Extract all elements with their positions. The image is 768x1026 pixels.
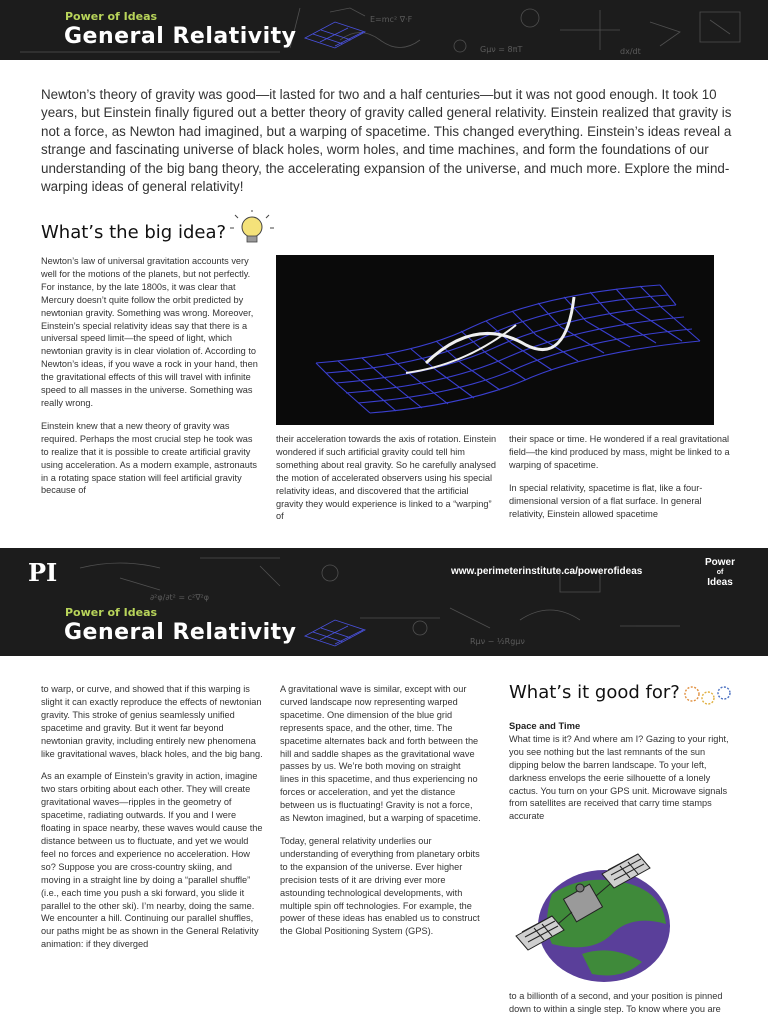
banner-kicker: Power of Ideas bbox=[65, 10, 158, 23]
top-banner bbox=[0, 0, 768, 60]
svg-text:E=mc² ∇·F: E=mc² ∇·F bbox=[370, 15, 413, 24]
big-idea-heading: What’s the big idea? bbox=[41, 222, 227, 243]
page2-column-2: A gravitational wave is similar, except with our curved landscape now representing warped spacetime. One dimension of the blue grid represents space, and the other, time. The spacetime alternates back and forth between the hill and saddle shapes as the gravitational wave passes by us. We’re both moving on straight lines in this spacetime, and thus experiencing no forces or acceleration, and yet the distance between us is fluctuating! Gravity is not a force, as Newton imagined, but a warping of spacetime. Today, general relativity underlies our understanding of everything from planetary orbits to the expansion of the universe. Ever higher precision tests of it are driving ever more astounding technological developments, with multiple spin off technologies. For example, the power of these ideas has enabled us to construct the Global Positioning System (GPS). bbox=[280, 684, 481, 937]
website-link[interactable]: www.perimeterinstitute.ca/powerofideas bbox=[451, 566, 643, 577]
svg-text:Gμν = 8πT: Gμν = 8πT bbox=[480, 45, 523, 54]
intro-paragraph: Newton’s theory of gravity was good—it lasted for two and a half centuries—but it was not good enough. It took 10 years, but Einstein finally figured out a better theory of gravity called general relativity. Einstein realized that gravity is not a force, as Newton had imagined, but a warping of spacetime. This changed everything. Einstein’s ideas reveal a strange and fascinating universe of black holes, worm holes, and time machines, and form the foundations of our understanding of the big bang theory, the accelerating expansion of the universe, and much more. Explore the mind-warping ideas of general relativity! bbox=[41, 87, 732, 195]
svg-text:dx/dt: dx/dt bbox=[620, 47, 641, 56]
banner-kicker-2: Power of Ideas bbox=[65, 606, 158, 619]
page2-column-1: to warp, or curve, and showed that if this warping is slight it can exactly reproduce the effects of newtonian gravity. This stroke of genius seamlessly unified spacetime and gravity. But it went far beyond newtonian gravity, including entirely new phenomena like gravitational waves, black holes, and the big bang. As an example of Einstein’s gravity in action, imagine two stars orbiting about each other. They will create gravitational waves—ripples in the geometry of spacetime, radiating outwards. If you and I were floating in space nearby, these waves would cause the distance between us to fluctuate, and yet we would feel no forces and experience no acceleration. How so? Suppose you are cross-country skiing, and moving in a straight line by doing a “parallel shuffle” (i.e., each time you push a ski forward, you slide it parallel to the other ski). I’m nearby, doing the same. We encounter a hill. Continuing our parallel shuffles, our paths might be as shown in the General Relativity animation: if they diverged bbox=[41, 684, 263, 950]
section1-column-1: Newton’s law of universal gravitation accounts very well for the motions of the planets, but not perfectly. For instance, by the late 1800s, it was clear that Mercury doesn’t quite follow the orbit predicted by newtonian gravity. Something was wrong. Moreover, Einstein’s special relativity ideas say that there is a universal speed limit—the speed of light, which newtonian gravity is in clear violation of. According to Newton’s ideas, if you wave a rock in your hand, then the gravitational effects of this will travel with infinite speed to all masses in the universe. Something was really wrong. Einstein knew that a new theory of gravity was required. Perhaps the most crucial step he took was to realize that it is possible to create artificial gravity using acceleration. As a modern example, astronauts in a rotating space station will feel artificial gravity because of bbox=[41, 256, 258, 496]
pi-logo: PI bbox=[28, 558, 58, 587]
warped-grid-illustration bbox=[276, 255, 714, 425]
section1-column-2: their acceleration towards the axis of rotation. Einstein wondered if such artificial gravity could tell him something about real gravity. So he carefully analysed the motion of accelerated observers using his special relativity ideas, and discovered that the artificial gravity they would experience is linked to a “warping” of bbox=[276, 434, 497, 522]
spacetime-grid-image bbox=[276, 255, 714, 425]
section1-column-3: their space or time. He wondered if a real gravitational field—the kind produced by mass, might be linked to a warping of spacetime. In special relativity, spacetime is flat, like a four-dimensional version of a flat surface. In general relativity, Einstein allowed spacetime bbox=[509, 434, 730, 519]
lightbulb-icon bbox=[230, 210, 276, 246]
svg-text:∂²φ/∂t² = c²∇²φ: ∂²φ/∂t² = c²∇²φ bbox=[150, 593, 210, 602]
banner-title-2: General Relativity bbox=[64, 620, 297, 645]
middle-banner bbox=[0, 548, 768, 656]
gears-icon bbox=[680, 684, 736, 708]
banner-title: General Relativity bbox=[64, 24, 297, 49]
svg-text:Rμν − ½Rgμν: Rμν − ½Rgμν bbox=[470, 637, 525, 646]
power-of-ideas-logo: Power of Ideas bbox=[704, 557, 735, 588]
mini-grid-icon bbox=[305, 22, 365, 48]
mini-grid-icon-2 bbox=[305, 620, 365, 646]
page2-column-3: Space and Time What time is it? And where am I? Gazing to your right, you see nothing but the last remnants of the sun dipping below the barren landscape. To your left, darkness envelops the eerie silhouette of a lonely cactus. You turn on your GPS unit. Microwave signals from satellites are received that carry time stamps accurate bbox=[509, 720, 734, 833]
good-for-heading: What’s it good for? bbox=[509, 682, 680, 703]
space-and-time-subheading: Space and Time bbox=[509, 720, 581, 731]
gps-satellite-illustration bbox=[512, 834, 672, 984]
page2-column-3-continued: to a billionth of a second, and your position is pinned down to within a single step. To know where you are bbox=[509, 991, 723, 1014]
